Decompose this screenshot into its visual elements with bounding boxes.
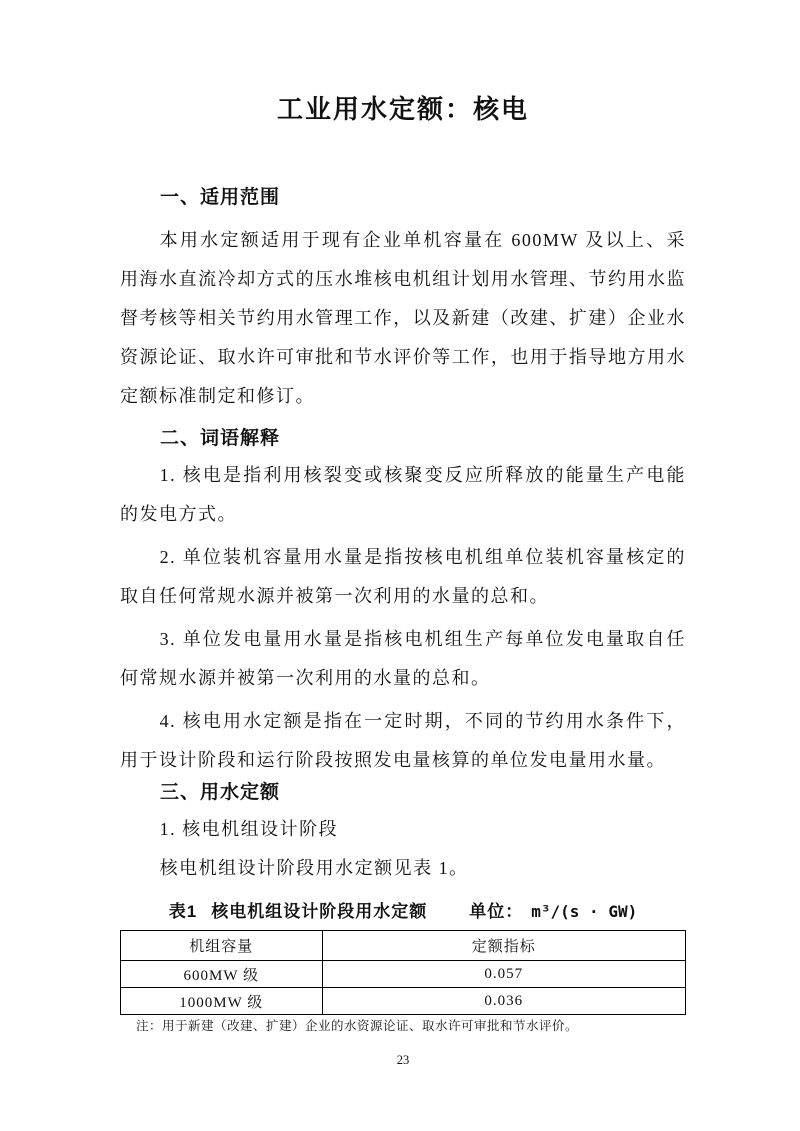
column-header-capacity: 机组容量 [121, 931, 323, 961]
table-caption-label: 表1 [168, 902, 198, 921]
table-unit-label: 单位： [469, 902, 524, 921]
paragraph-definition-1: 1. 核电是指利用核裂变或核聚变反应所释放的能量生产电能的发电方式。 [120, 465, 686, 524]
table-header-row [121, 931, 686, 961]
quota-table [120, 930, 686, 1015]
page-number: 23 [396, 1053, 410, 1067]
cell-capacity-600: 600MW 级 [121, 961, 323, 988]
cell-quota-1000: 0.036 [322, 988, 685, 1015]
section-heading-quota: 三、用水定额 [160, 782, 281, 803]
paragraph-see-table: 核电机组设计阶段用水定额见表 1。 [159, 858, 469, 878]
table-unit-value: m³/(s · GW) [531, 902, 638, 921]
table-caption [120, 900, 686, 924]
table-caption-title: 核电机组设计阶段用水定额 [211, 902, 428, 921]
cell-quota-600: 0.057 [322, 961, 685, 988]
section-heading-scope: 一、适用范围 [160, 187, 281, 208]
paragraph-design-stage: 1. 核电机组设计阶段 [159, 819, 339, 839]
section-heading-definitions: 二、词语解释 [160, 428, 281, 449]
table-row [121, 961, 686, 988]
page-title: 工业用水定额：核电 [276, 95, 529, 124]
cell-capacity-1000: 1000MW 级 [121, 988, 323, 1015]
paragraph-definition-4: 4. 核电用水定额是指在一定时期，不同的节约用水条件下，用于设计阶段和运行阶段按照发电量核算的单位发电量用水量。 [120, 711, 686, 770]
paragraph-definition-3: 3. 单位发电量用水量是指核电机组生产每单位发电量取自任何常规水源并被第一次利用的水量的总和。 [120, 629, 686, 688]
column-header-quota: 定额指标 [322, 931, 685, 961]
table-note: 注：用于新建（改建、扩建）企业的水资源论证、取水许可审批和节水评价。 [136, 1019, 579, 1033]
paragraph-definition-2: 2. 单位装机容量用水量是指按核电机组单位装机容量核定的取自任何常规水源并被第一次利用的水量的总和。 [120, 547, 686, 606]
paragraph-scope: 本用水定额适用于现有企业单机容量在 600MW 及以上、采用海水直流冷却方式的压水堆核电机组计划用水管理、节约用水监督考核等相关节约用水管理工作，以及新建（改建、扩建）企业水资源论证、取水许可审批和节水评价等工作，也用于指导地方用水定额标准制定和修订。 [120, 230, 686, 406]
table-row [121, 988, 686, 1015]
